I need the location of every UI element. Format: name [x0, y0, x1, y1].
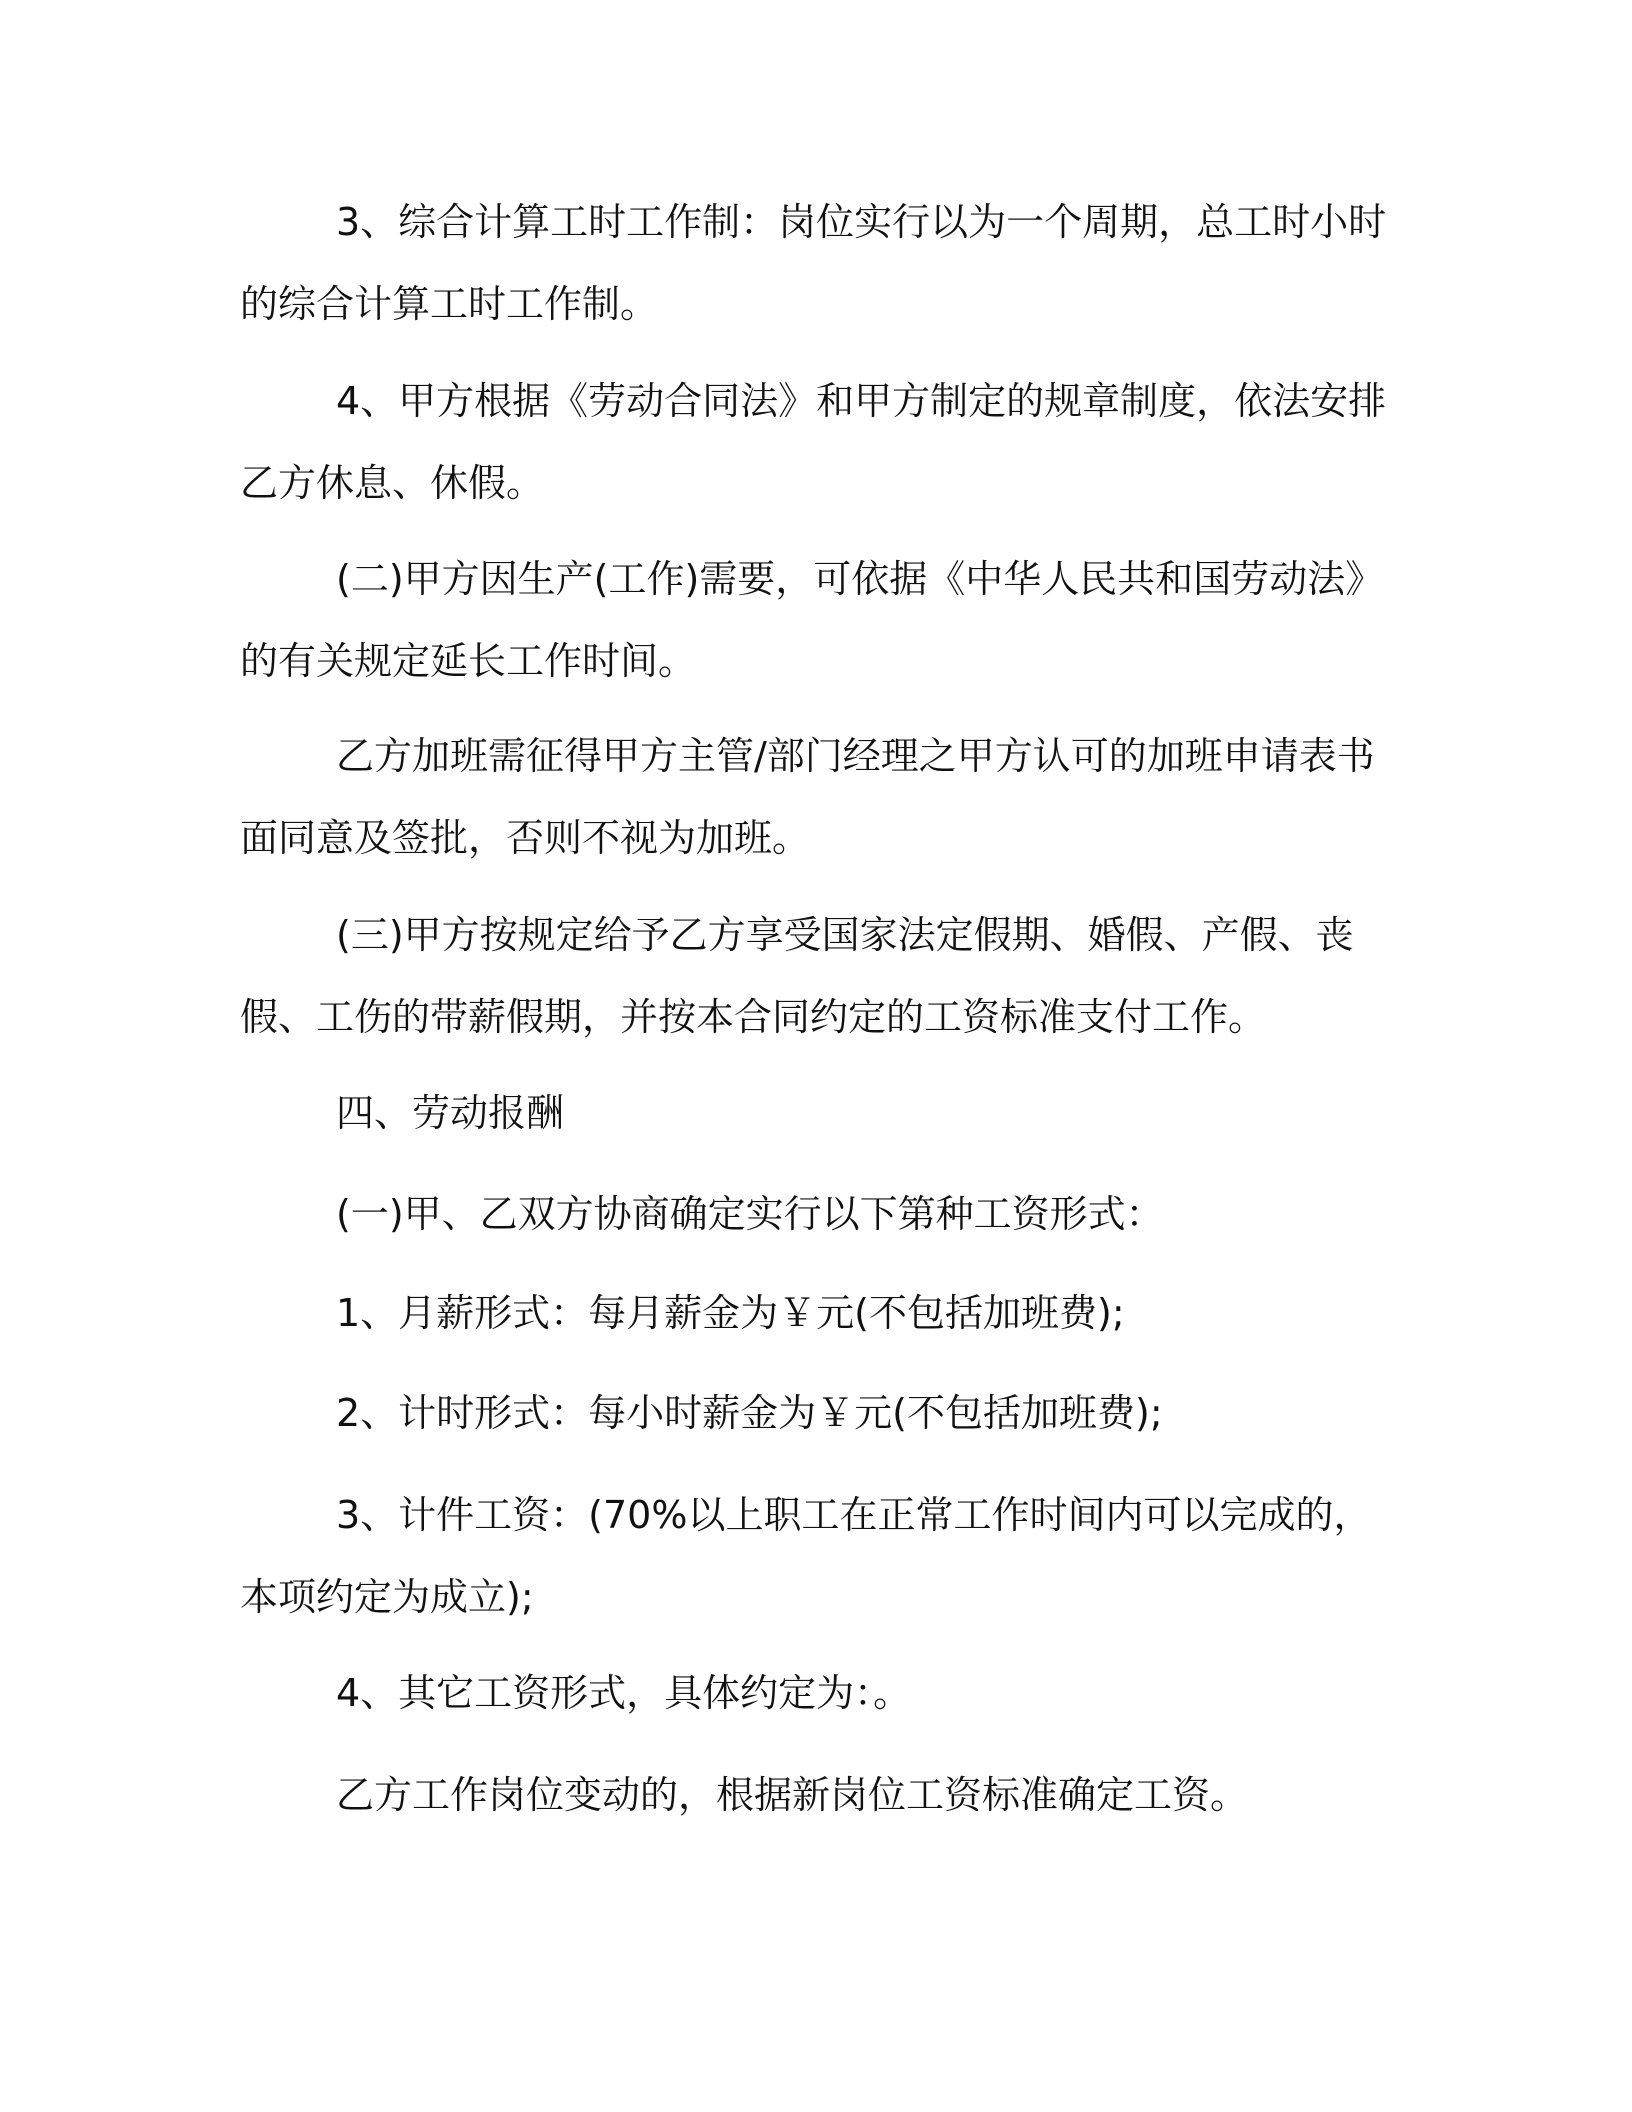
- paragraph-work-hours-comprehensive: 3、综合计算工时工作制：岗位实行以为一个周期，总工时小时的综合计算工时工作制。: [240, 200, 1387, 326]
- paragraph-other-wage-form: 4、其它工资形式，具体约定为：。: [336, 1671, 912, 1715]
- paragraph-piece-rate: 3、计件工资：(70%以上职工在正常工作时间内可以完成的，本项约定为成立);: [240, 1493, 1372, 1619]
- paragraph-paid-leave: (三)甲方按规定给予乙方享受国家法定假期、婚假、产假、丧假、工伤的带薪假期，并按本合同约定的工资标准支付工作。: [240, 913, 1354, 1039]
- paragraph-hourly-salary: 2、计时形式：每小时薪金为￥元(不包括加班费);: [336, 1391, 1163, 1435]
- paragraph-rest-leave: 4、甲方根据《劳动合同法》和甲方制定的规章制度，依法安排乙方休息、休假。: [240, 379, 1387, 505]
- paragraph-wage-form-selection: (一)甲、乙双方协商确定实行以下第种工资形式：: [336, 1192, 1164, 1236]
- section-heading-labor-remuneration: 四、劳动报酬: [336, 1091, 565, 1135]
- paragraph-overtime-extension: (二)甲方因生产(工作)需要，可依据《中华人民共和国劳动法》的有关规定延长工作时间。: [240, 557, 1384, 683]
- paragraph-monthly-salary: 1、月薪形式：每月薪金为￥元(不包括加班费);: [336, 1291, 1125, 1335]
- paragraph-overtime-approval: 乙方加班需征得甲方主管/部门经理之甲方认可的加班申请表书面同意及签批，否则不视为加班。: [240, 734, 1375, 860]
- paragraph-position-change-wage: 乙方工作岗位变动的，根据新岗位工资标准确定工资。: [336, 1773, 1249, 1817]
